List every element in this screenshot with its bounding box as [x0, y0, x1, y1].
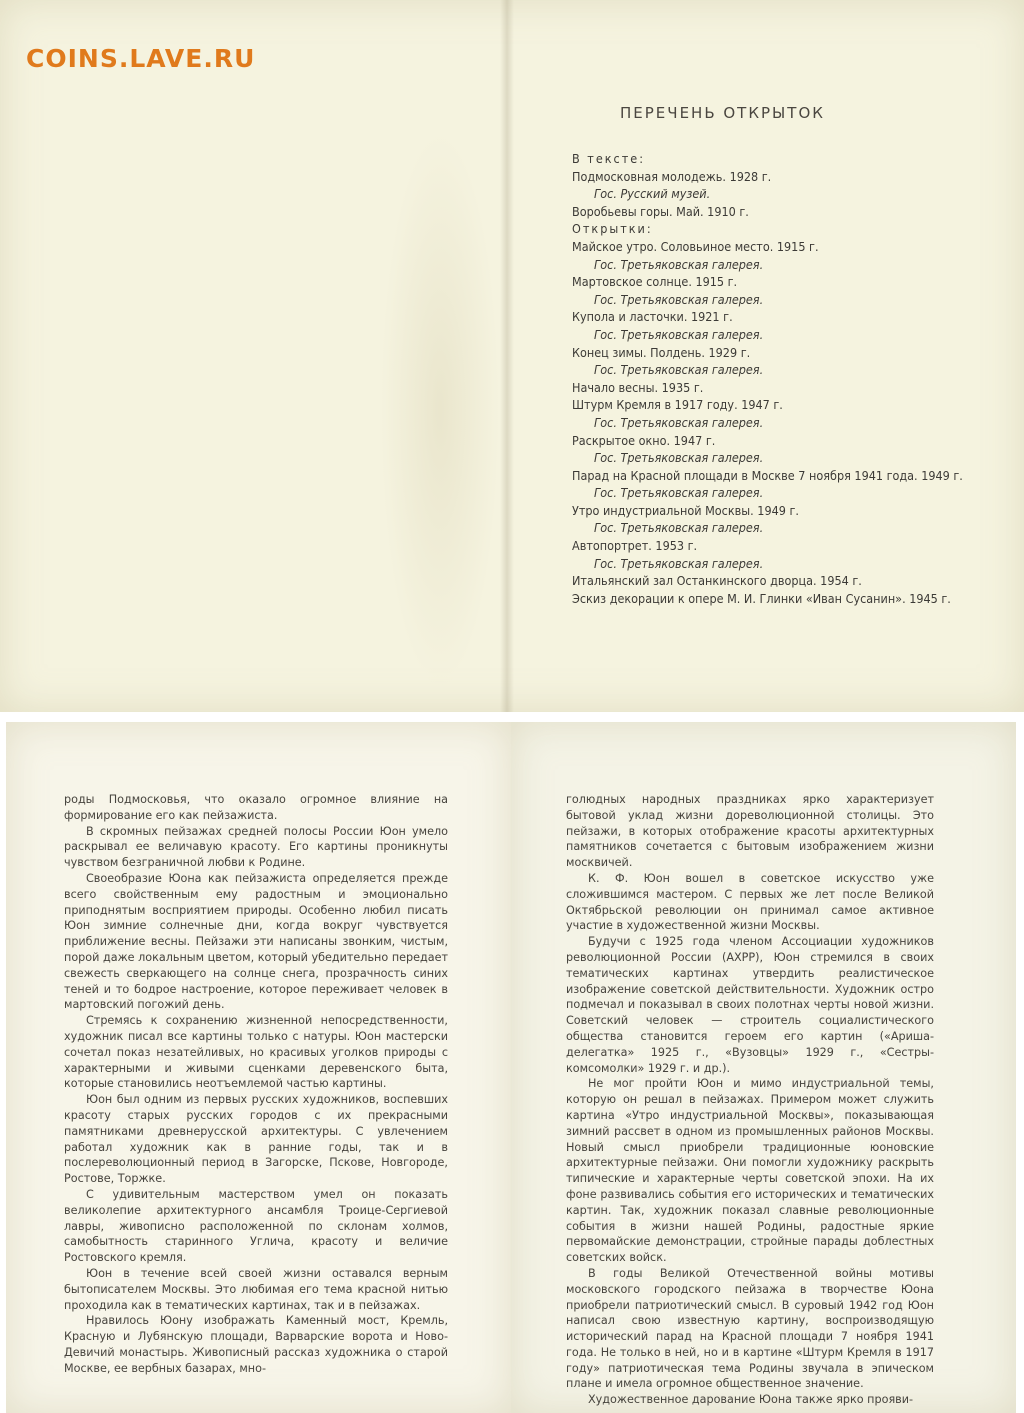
list-item: Штурм Кремля в 1917 году. 1947 г. — [572, 397, 783, 413]
paragraph: роды Подмосковья, что оказало огромное влияние на формирование его как пейзажиста. — [64, 793, 448, 822]
list-title: ПЕРЕЧЕНЬ ОТКРЫТОК — [620, 104, 825, 122]
list-location: Гос. Третьяковская галерея. — [594, 485, 764, 501]
list-location: Гос. Третьяковская галерея. — [594, 291, 764, 307]
list-item: Майское утро. Соловьиное место. 1915 г. — [572, 238, 819, 254]
bottom-right-page — [511, 722, 1016, 1413]
list-location: Гос. Третьяковская галерея. — [594, 450, 764, 466]
list-item: Начало весны. 1935 г. — [572, 379, 704, 395]
list-location: Гос. Третьяковская галерея. — [594, 414, 764, 430]
left-text-column — [64, 792, 448, 1376]
list-location: Гос. Третьяковская галерея. — [594, 555, 764, 571]
list-location: Гос. Третьяковская галерея. — [594, 256, 764, 272]
list-item: Подмосковная молодежь. 1928 г. — [572, 168, 772, 184]
list-item: В тексте: — [572, 151, 645, 166]
center-fold — [500, 0, 514, 712]
list-item: Конец зимы. Полдень. 1929 г. — [572, 344, 751, 360]
list-item: Мартовское солнце. 1915 г. — [572, 274, 738, 290]
watermark: COINS.LAVE.RU — [26, 44, 256, 73]
paragraph: Нравилось Юону изображать Каменный мост, Кремль, Красную и Лубянскую площади, Варварские ворота и Ново-Девичий монастырь. Живописный рассказ художника о старой Москве, ее вербных базарах, мно- — [64, 1314, 448, 1375]
paragraph: К. Ф. Юон вошел в советское искусство уже сложившимся мастером. С первых же лет после Великой Октябрьской революции он принимал самое активное участие в художественной жизни Москвы. — [566, 871, 934, 933]
paragraph: Будучи с 1925 года членом Ассоциации художников революционной России (АХРР), Юон стремился в своих тематических картинах утвердить реалистическое изображение советской действительности. Художник остро подмечал и показывал в своих полотнах черты новой жизни. Советский человек — строитель социалистического общества становится героем его картин («Аришa-делегатка» 1925 г., «Вузовцы» 1929 г., «Сестры-комсомолки» 1929 г. и др.). — [566, 935, 934, 1075]
paragraph: В годы Великой Отечественной войны мотивы московского городского пейзажа в творчестве Юона приобрели патриотический смысл. В суровый 1942 год Юон написал свою известную картину, воспроизводящую исторический парад на Красной площади 7 ноября 1941 года. Не только в ней, но и в картине «Штурм Кремля в 1917 году» патриотическая тема Родины звучала в эпическом плане и имела огромное общественное значение. — [566, 1266, 934, 1391]
paper-stain — [380, 130, 500, 690]
paragraph: В скромных пейзажах средней полосы России Юон умело раскрывал ее величавую красоту. Его картины проникнуты чувством безграничной любви к Родине. — [64, 824, 448, 870]
list-item: Купола и ласточки. 1921 г. — [572, 309, 733, 325]
paragraph: Юон в течение всей своей жизни оставался верным бытописателем Москвы. Это любимая его тема красной нитью проходила как в тематических картинах, так и в пейзажах. — [64, 1266, 448, 1312]
paragraph: Юон был одним из первых русских художников, воспевших красоту старых русских городов с их прекрасными памятниками древнерусской архитектуры. С увлечением работал художник как в ранние годы, так и в послереволюционный период в Загорске, Пскове, Новгороде, Ростове, Торжке. — [64, 1093, 448, 1186]
list-location: Гос. Третьяковская галерея. — [594, 362, 764, 378]
list-item: Утро индустриальной Москвы. 1949 г. — [572, 502, 799, 518]
list-item: Раскрытое окно. 1947 г. — [572, 432, 716, 448]
list-item: Открытки: — [572, 221, 653, 237]
list-item: Воробьевы горы. Май. 1910 г. — [572, 203, 749, 219]
paragraph: Не мог пройти Юон и мимо индустриальной темы, которую он решал в пейзажах. Примером может служить картина «Утро индустриальной Москвы», показывающая зимний рассвет в одном из промышленных районов Москвы. Новый смысл приобрели традиционные юоновские архитектурные пейзажи. Они помогли художнику раскрыть типические и характерные черты советской эпохи. На их фоне развивались события его исторических и тематических картин. Так, художник показал славные революционные события в жизни нашей Родины, радостные яркие первомайские демонстрации, стройные парады доблестных советских войск. — [566, 1077, 934, 1265]
right-text-column — [566, 792, 934, 1408]
paragraph: С удивительным мастерством умел он показать великолепие архитектурного ансамбля Троице-Сергиевой лавры, живописно расположенной по склонам холмов, самобытность старинного Углича, красоту и величие Ростовского кремля. — [64, 1187, 448, 1265]
paragraph: Художественное дарование Юона также ярко прояви- — [588, 1393, 914, 1407]
postcard-list — [572, 150, 992, 607]
list-item: Эскиз декорации к опере М. И. Глинки «Иван Сусанин». 1945 г. — [572, 590, 951, 606]
list-item: Автопортрет. 1953 г. — [572, 538, 698, 554]
bottom-left-page — [6, 722, 511, 1413]
list-location: Гос. Третьяковская галерея. — [594, 326, 764, 342]
list-item: Парад на Красной площади в Москве 7 ноября 1941 года. 1949 г. — [572, 467, 963, 483]
paragraph: Стремясь к сохранению жизненной непосредственности, художник писал все картины только с натуры. Юон мастерски сочетал показ незатейливых, но красивых уголков природы с характерными и живыми сценками деревенского быта, которые становились неотъемлемой частью картины. — [64, 1014, 448, 1091]
paragraph: голюдных народных праздниках ярко характеризует бытовой уклад жизни дореволюционной столицы. Это пейзажи, в которых отображение красоты архитектурных памятников сочетается с бытовым изображением жизни москвичей. — [566, 793, 934, 870]
list-location: Гос. Русский музей. — [594, 186, 711, 202]
paragraph: Своеобразие Юона как пейзажиста определяется прежде всего свойственным ему радостным и эмоционально приподнятым восприятием природы. Особенно любил писать Юон зимние солнечные дни, когда вокруг чувствуется приближение весны. Пейзажи эти написаны звонким, чистым, порой даже локальным цветом, который убедительно передает свежесть сверкающего на солнце снега, прозрачность синих теней и то бодрое настроение, которое переживает человек в мартовский погожий день. — [64, 871, 448, 1012]
list-item: Итальянский зал Останкинского дворца. 1954 г. — [572, 573, 862, 589]
list-location: Гос. Третьяковская галерея. — [594, 520, 764, 536]
